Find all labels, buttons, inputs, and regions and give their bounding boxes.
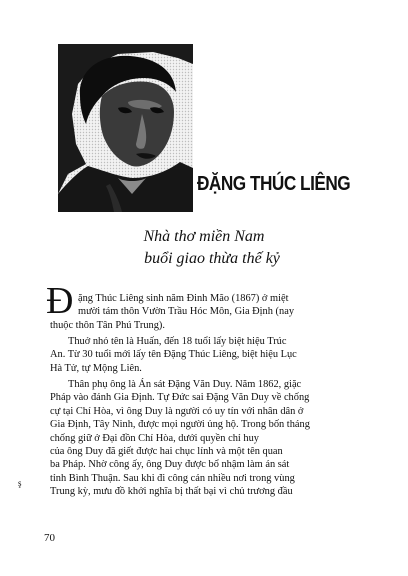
paragraph-3-line: tỉnh Bình Thuận. Sau khi đi công cán nhiều nơi trong vùng	[50, 472, 295, 484]
margin-mark: ş	[18, 478, 22, 488]
paragraph-3-line: Trung kỳ, mưu đồ khởi nghĩa bị thất bại vì chủ trương đầu	[50, 486, 293, 498]
paragraph-3-line: ba Pháp. Nhờ công ấy, ông Duy được bổ nhậm làm án sát	[50, 459, 290, 471]
chapter-title: ĐẶNG THÚC LIÊNG	[197, 172, 351, 195]
paragraph-3-line: Thân phụ ông là Án sát Đặng Văn Duy. Năm 1862, giặc	[68, 379, 302, 390]
paragraph-2-line: Hà Tử, tự Mộng Liên.	[50, 362, 142, 374]
paragraph-1-line: mười tám thôn Vườn Trầu Hóc Môn, Gia Định (nay	[78, 306, 295, 318]
paragraph-3-line: của ông Duy đã giết được hai chục lính và một tên quan	[50, 446, 283, 458]
paragraph-2-line: An. Từ 30 tuổi mới lấy tên Đặng Thúc Liêng, biệt hiệu Lục	[50, 349, 297, 361]
page-number: 70	[44, 532, 55, 544]
paragraph-1	[50, 292, 360, 332]
paragraph-3-line: Gia Định, Tây Ninh, được mọi người ủng hộ. Trong bốn tháng	[50, 419, 310, 431]
paragraph-2-line: Thuở nhỏ tên là Huấn, đến 18 tuổi lấy biệt hiệu Trúc	[68, 336, 287, 347]
paragraph-3-line: chống giữ ở Đại đồn Chí Hòa, dưới quyền chỉ huy	[50, 432, 259, 444]
paragraph-1-line: ặng Thúc Liêng sinh năm Đinh Mão (1867) ở miệt	[78, 293, 289, 304]
paragraph-3-line: cự tại Chí Hòa, vì ông Duy là người có uy tín với nhân dân ở	[50, 405, 304, 417]
paragraph-3-line: Pháp vào đánh Gia Định. Tự Đức sai Đặng Văn Duy về chống	[50, 392, 310, 404]
paragraph-3	[50, 378, 360, 499]
paragraph-2	[50, 335, 360, 375]
paragraph-1-line: thuộc thôn Tân Phú Trung).	[50, 319, 165, 331]
author-portrait	[58, 44, 193, 212]
author-portrait-icon	[58, 44, 193, 212]
chapter-subtitle-line-2: buổi giao thừa thế kỷ	[144, 250, 280, 267]
chapter-subtitle-line-1: Nhà thơ miền Nam	[143, 228, 265, 245]
drop-cap-letter: Đ	[46, 280, 74, 322]
